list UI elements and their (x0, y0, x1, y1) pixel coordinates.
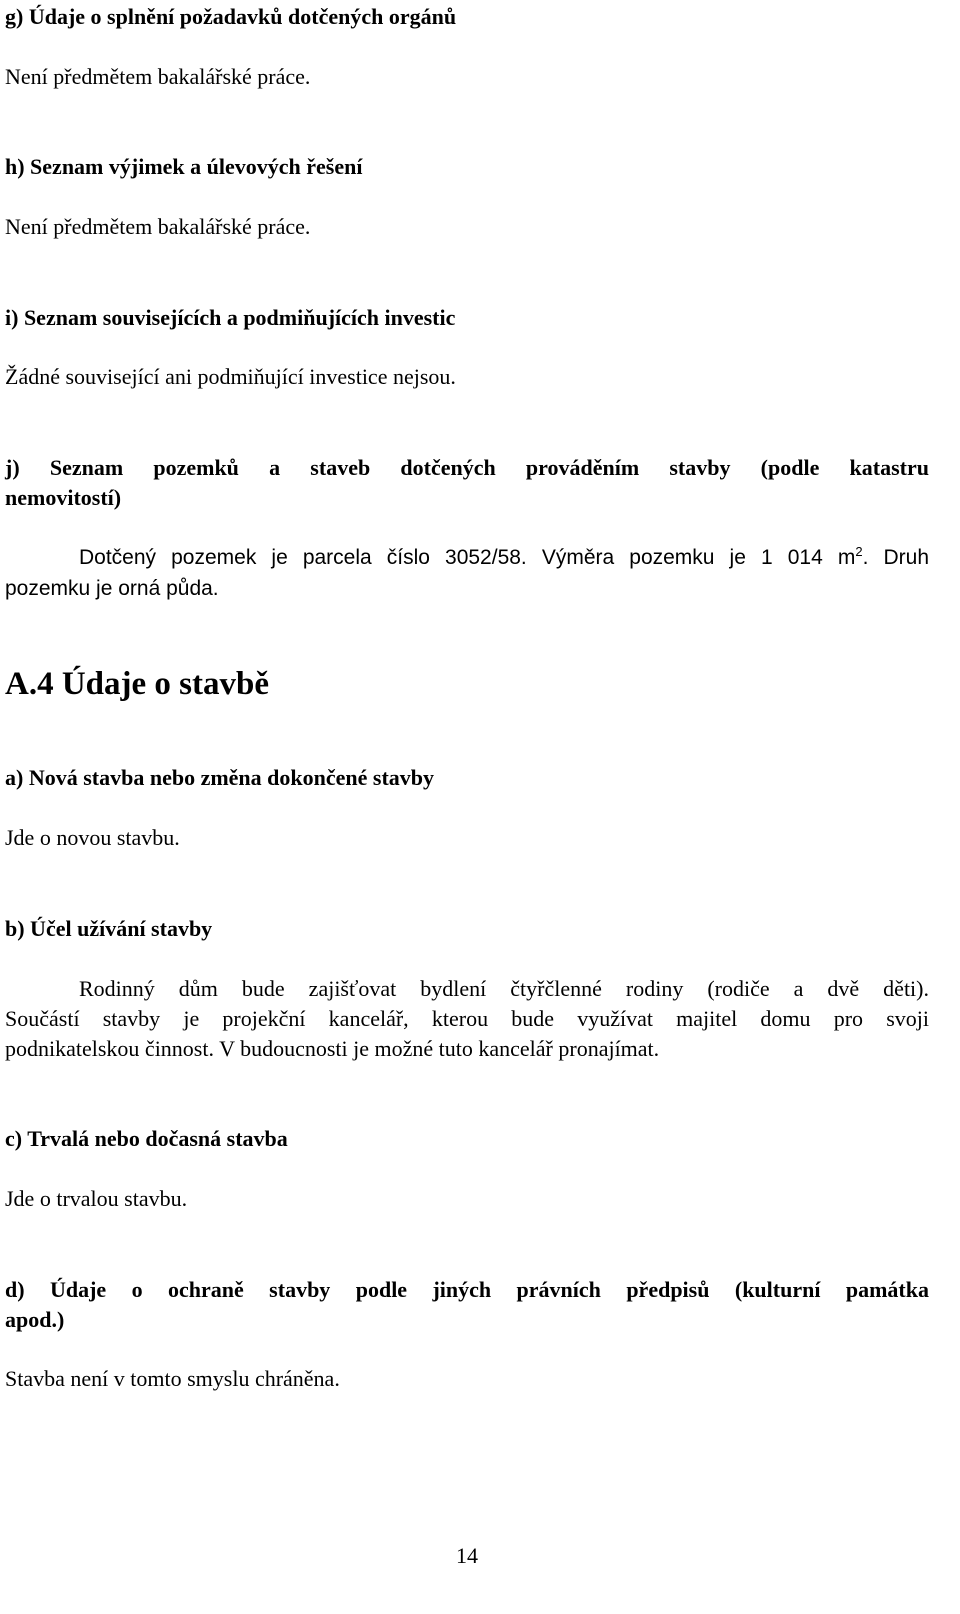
section-a-text: Jde o novou stavbu. (5, 825, 180, 850)
section-j-heading-line2: nemovitostí) (5, 485, 122, 510)
section-g-text: Není předmětem bakalářské práce. (5, 64, 311, 89)
section-i-heading: i) Seznam souvisejících a podmiňujících investic (5, 305, 456, 330)
section-h-text: Není předmětem bakalářské práce. (5, 214, 311, 239)
section-i-text: Žádné související ani podmiňující investice nejsou. (5, 364, 456, 389)
section-j-heading-line1: j) Seznam pozemků a staveb dotčených prováděním stavby (podle katastru (5, 455, 929, 480)
section-b-text-line1: Rodinný dům bude zajišťovat bydlení čtyřčlenné rodiny (rodiče a dvě děti). (79, 976, 929, 1001)
section-d-text: Stavba není v tomto smyslu chráněna. (5, 1366, 340, 1391)
section-d-heading-line1: d) Údaje o ochraně stavby podle jiných právních předpisů (kulturní památka (5, 1277, 929, 1302)
section-a-heading: a) Nová stavba nebo změna dokončené stavby (5, 765, 435, 790)
section-j-text-part: . Druh (862, 546, 930, 569)
chapter-a4-title: A.4 Údaje o stavbě (5, 666, 269, 702)
section-c-heading: c) Trvalá nebo dočasná stavba (5, 1126, 288, 1151)
superscript-2: 2 (855, 544, 863, 559)
section-j-text-line1 (5, 543, 929, 573)
section-b-text-line2: Součástí stavby je projekční kancelář, kterou bude využívat majitel domu pro svoji (5, 1006, 929, 1031)
page-number: 14 (456, 1543, 478, 1568)
section-j-text-part: Dotčený pozemek je parcela číslo 3052/58. Výměra pozemku je 1 014 m (79, 546, 856, 569)
section-c-text: Jde o trvalou stavbu. (5, 1186, 188, 1211)
section-h-heading: h) Seznam výjimek a úlevových řešení (5, 154, 363, 179)
section-g-heading: g) Údaje o splnění požadavků dotčených orgánů (5, 4, 457, 29)
section-j-text-line2: pozemku je orná půda. (5, 577, 219, 600)
section-d-heading-line2: apod.) (5, 1307, 65, 1332)
section-b-text-line3: podnikatelskou činnost. V budoucnosti je možné tuto kancelář pronajímat. (5, 1036, 660, 1061)
section-b-heading: b) Účel užívání stavby (5, 916, 213, 941)
